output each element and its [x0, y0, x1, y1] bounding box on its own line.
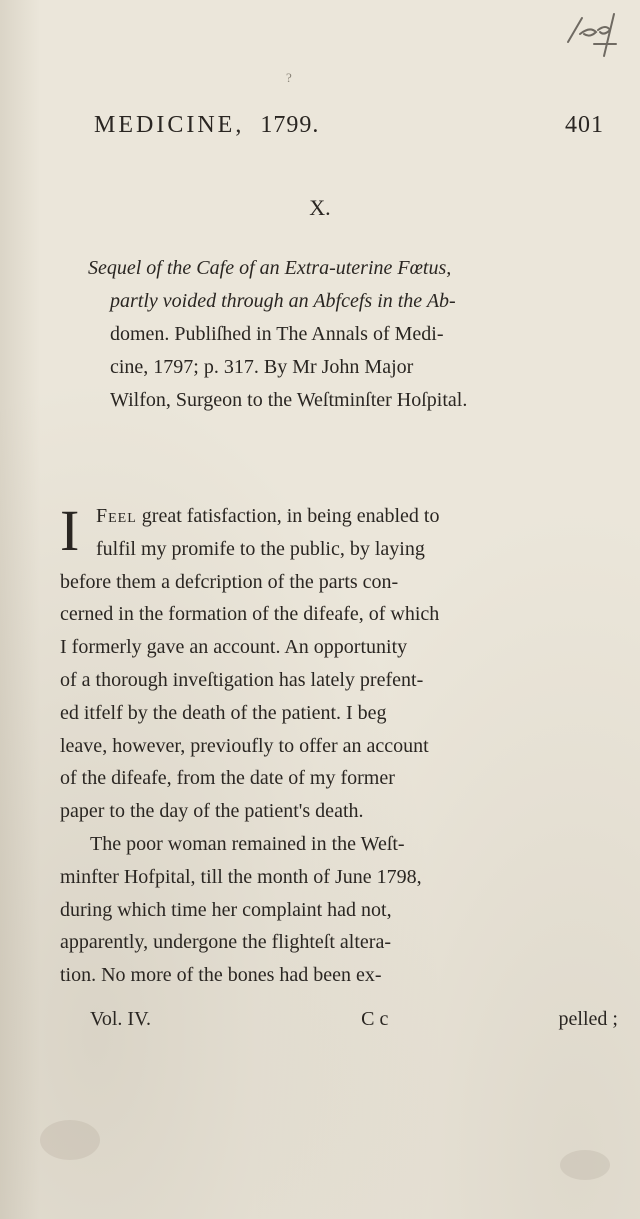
- body-line: of a thorough inveſtigation has lately prefent-: [60, 668, 424, 691]
- abstract-line: domen. Publiſhed in The Annals of Medi-: [110, 323, 444, 345]
- pencil-annotation-icon: [560, 4, 630, 64]
- body-line: before them a defcription of the parts con-: [60, 570, 399, 593]
- first-word: Feel: [96, 505, 137, 527]
- running-head-title: MEDICINE,: [94, 112, 245, 138]
- paper-stain: [40, 1120, 100, 1160]
- section-number: X.: [309, 195, 331, 220]
- body-line: cerned in the formation of the difeafe, of which: [60, 603, 440, 626]
- signature-mark: C c: [361, 1008, 389, 1030]
- catchword: pelled ;: [558, 1008, 618, 1030]
- body-line: fulfil my promife to the public, by laying: [96, 537, 425, 560]
- body-line: apparently, undergone the flighteſt altera-: [60, 931, 391, 954]
- abstract-line: partly voided through an Abfcefs in the Ab-: [110, 290, 456, 312]
- body-text: [60, 500, 620, 992]
- body-line: [60, 500, 620, 533]
- body-line: The poor woman remained in the Weſt-: [90, 832, 405, 855]
- page-number: 401: [565, 112, 604, 138]
- page-footer: [90, 1008, 618, 1031]
- body-line: during which time her complaint had not,: [60, 898, 392, 921]
- body-line: of the difeafe, from the date of my former: [60, 767, 395, 790]
- abstract-line: Wilfon, Surgeon to the Weſtminſter Hoſpital.: [110, 389, 468, 411]
- pencil-question-mark: ?: [286, 70, 292, 85]
- drop-cap: I: [60, 498, 80, 563]
- body-line: minfter Hofpital, till the month of June 1798,: [60, 865, 422, 888]
- body-line: paper to the day of the patient's death.: [60, 800, 364, 823]
- body-line: leave, however, previoufly to offer an account: [60, 734, 429, 757]
- abstract-line: Sequel of the Cafe of an Extra-uterine Fœtus,: [88, 257, 452, 279]
- abstract-line: cine, 1797; p. 317. By Mr John Major: [110, 356, 414, 378]
- article-abstract: [88, 252, 616, 417]
- running-head: [94, 112, 604, 139]
- body-line-text: great fatisfaction, in being enabled to: [141, 505, 440, 527]
- volume-label: Vol. IV.: [90, 1008, 151, 1030]
- paper-stain: [560, 1150, 610, 1180]
- body-line: tion. No more of the bones had been ex-: [60, 964, 382, 987]
- running-head-year: 1799.: [260, 112, 320, 138]
- body-line: ed itfelf by the death of the patient. I beg: [60, 701, 387, 724]
- body-line: I formerly gave an account. An opportunity: [60, 636, 408, 659]
